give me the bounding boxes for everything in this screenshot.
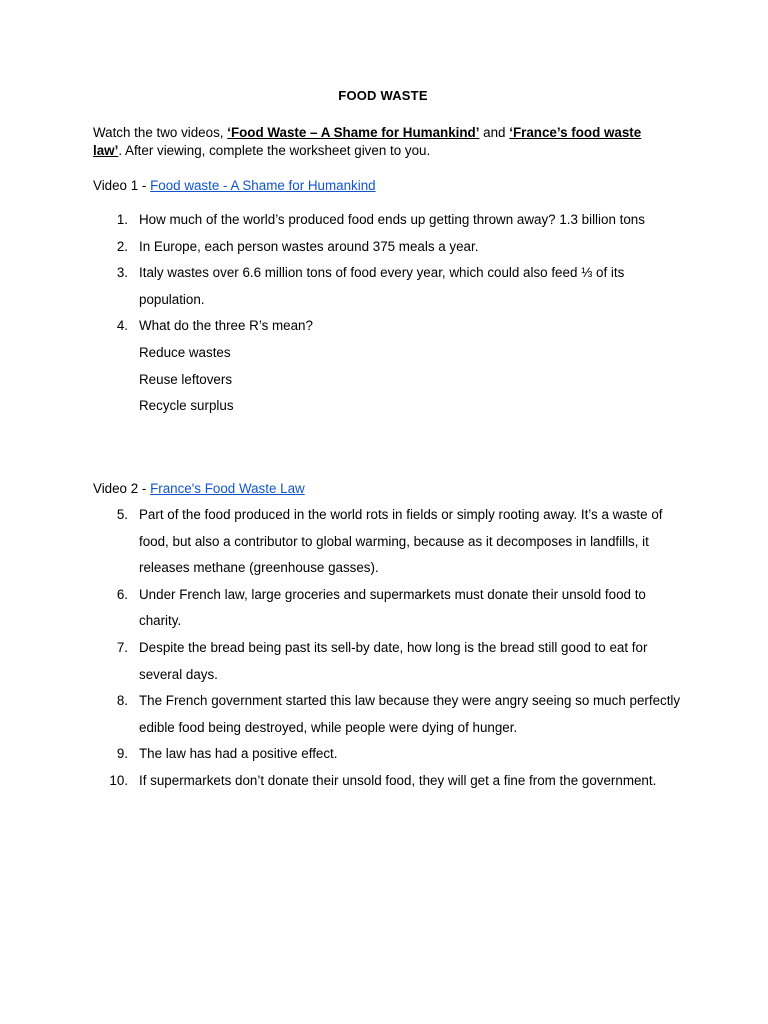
question-number: 5. <box>116 507 128 522</box>
question-number: 1. <box>116 212 128 227</box>
question-10 <box>93 768 683 795</box>
intro-video2-title: ‘France’s food waste law’ <box>93 125 642 158</box>
question-text: Despite the bread being past its sell-by date, how long is the bread still good to eat for several days. <box>139 639 648 682</box>
intro-paragraph <box>93 124 673 160</box>
video2-label: Video 2 - <box>93 481 151 496</box>
question-1 <box>93 207 683 234</box>
question-text: The law has had a positive effect. <box>139 746 338 762</box>
question-5 <box>93 502 683 582</box>
question-text: In Europe, each person wastes around 375 meals a year. <box>139 238 479 254</box>
question-number: 10. <box>109 772 128 788</box>
question-number: 4. <box>116 318 128 334</box>
answer-reuse: Reuse leftovers <box>139 371 233 387</box>
question-2 <box>93 234 683 261</box>
question-4 <box>93 313 683 419</box>
question-text: Italy wastes over 6.6 million tons of food every year, which could also feed ⅓ of its population. <box>139 265 625 307</box>
intro-joiner: and <box>479 125 510 140</box>
question-text: How much of the world’s produced food ends up getting thrown away? 1.3 billion tons <box>139 212 645 227</box>
intro-video1-title: ‘Food Waste – A Shame for Humankind’ <box>227 125 480 140</box>
question-text: Part of the food produced in the world rots in fields or simply rooting away. It’s a waste of food, but also a contributor to global warming, because as it decomposes in landfills, it releases methane (greenhouse gasses). <box>139 507 663 576</box>
question-3 <box>93 260 683 313</box>
question-text: Under French law, large groceries and supermarkets must donate their unsold food to charity. <box>139 586 646 629</box>
question-text: What do the three R’s mean? <box>139 318 313 334</box>
answer-reduce: Reduce wastes <box>139 344 231 360</box>
question-number: 9. <box>116 746 128 762</box>
question-text: The French government started this law because they were angry seeing so much perfectly edible food being destroyed, while people were dying of hunger. <box>139 693 681 735</box>
video1-label: Video 1 - <box>93 178 151 193</box>
video2-heading <box>93 480 305 498</box>
question-6 <box>93 582 683 635</box>
video1-heading <box>93 177 376 195</box>
intro-suffix: . After viewing, complete the worksheet given to you. <box>118 143 431 158</box>
question-8 <box>93 688 683 741</box>
video2-link[interactable]: France's Food Waste Law <box>150 481 305 496</box>
question-number: 2. <box>116 238 128 254</box>
page-title: FOOD WASTE <box>338 88 428 103</box>
video1-question-list <box>93 207 683 420</box>
question-number: 3. <box>116 265 128 281</box>
video2-question-list <box>93 502 683 795</box>
answer-recycle: Recycle surplus <box>139 398 234 414</box>
question-7 <box>93 635 683 688</box>
question-number: 6. <box>116 586 128 602</box>
video1-link[interactable]: Food waste - A Shame for Humankind <box>150 178 376 193</box>
question-number: 8. <box>116 693 128 709</box>
question-9 <box>93 741 683 768</box>
question-number: 7. <box>116 639 128 655</box>
question-text: If supermarkets don’t donate their unsold food, they will get a fine from the government. <box>139 772 657 788</box>
intro-prefix: Watch the two videos, <box>93 125 228 140</box>
